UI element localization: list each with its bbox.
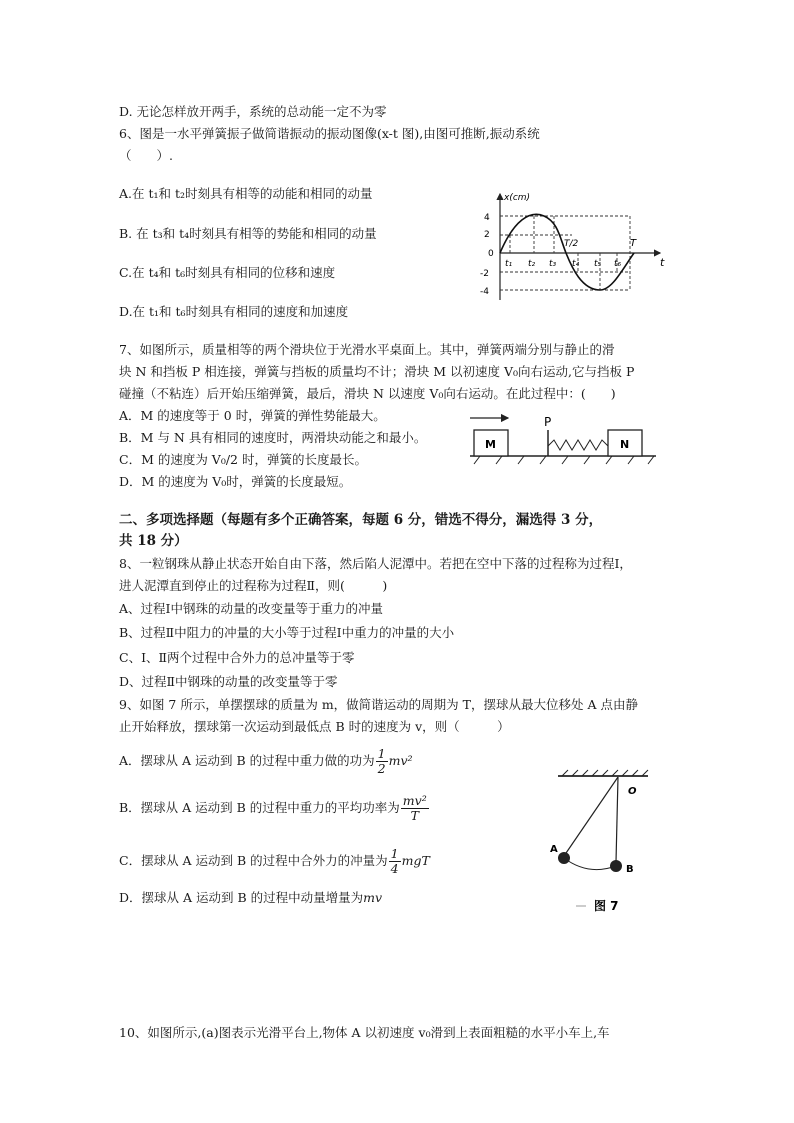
- q7-option-d: D．M 的速度为 V₀时，弹簧的长度最短。: [119, 474, 352, 489]
- q9-option-d: D．摆球从 A 运动到 B 的过程中动量增量为mv: [119, 890, 383, 905]
- figure-caption: 图 7: [594, 899, 619, 913]
- q7-option-b: B．M 与 N 具有相同的速度时，两滑块动能之和最小。: [119, 430, 427, 445]
- q9-option-b: B．摆球从 A 运动到 B 的过程中重力的平均功率为 $\frac{\text{mv²}}{T}$: [119, 793, 427, 823]
- q7-stem-1: 7、如图所示，质量相等的两个滑块位于光滑水平桌面上。其中，弹簧两端分别与静止的滑: [119, 342, 615, 357]
- ball-a: [558, 852, 570, 864]
- pivot-o-label: O: [628, 786, 637, 797]
- fraction-one-quarter: $\frac{1}{4}$: [390, 846, 399, 876]
- q8-stem-2: 进人泥潭直到停止的过程称为过程Ⅱ，则( ): [119, 578, 388, 593]
- ytick-m2: -2: [480, 269, 489, 279]
- q9-option-c: C．摆球从 A 运动到 B 的过程中合外力的冲量为 $\frac{1}{4}$ mgT: [119, 846, 430, 876]
- q7-option-c: C．M 的速度为 V₀/2 时，弹簧的长度最长。: [119, 452, 367, 467]
- period-label: T: [630, 238, 637, 249]
- t2-label: t₂: [528, 259, 536, 269]
- q7-option-a: A．M 的速度等于 0 时，弹簧的弹性势能最大。: [119, 408, 386, 423]
- q9-stem-2: 止开始释放，摆球第一次运动到最低点 B 时的速度为 v，则（ ）: [119, 719, 510, 734]
- fraction-mv2-over-t: $\frac{\text{mv²}}{T}$: [402, 793, 427, 823]
- xt-graph: [472, 188, 672, 310]
- q8-stem-1: 8、一粒钢珠从静止状态开始自由下落，然后陷人泥潭中。若把在空中下落的过程称为过程Ⅰ，: [119, 556, 632, 571]
- q8-option-d: D、过程Ⅱ中钢珠的动量的改变量等于零: [119, 674, 338, 689]
- block-n-label: N: [620, 438, 630, 451]
- q7-stem-2: 块 N 和挡板 P 相连接，弹簧与挡板的质量均不计；滑块 M 以初速度 V₀向右运动,它与挡板 P: [119, 364, 635, 379]
- half-period-label: T/2: [564, 239, 579, 249]
- ytick-m4: -4: [480, 287, 489, 297]
- expr-mgt: mgT: [401, 853, 430, 868]
- string-to-a: [564, 777, 618, 856]
- y-axis-label: x(cm): [504, 193, 531, 203]
- q8-option-b: B、过程Ⅱ中阻力的冲量的大小等于过程Ⅰ中重力的冲量的大小: [119, 625, 455, 640]
- ytick-0: 0: [488, 249, 494, 259]
- q6-option-b: B. 在 t₃和 t₄时刻具有相等的势能和相同的动量: [119, 226, 377, 241]
- q10-stem: 10、如图所示,(a)图表示光滑平台上,物体 A 以初速度 v₀滑到上表面粗糙的水平小车上,车: [119, 1025, 610, 1040]
- q6-option-a: A.在 t₁和 t₂时刻具有相等的动能和相同的动量: [119, 186, 373, 201]
- t4-label: t₄: [572, 259, 580, 269]
- ytick-4: 4: [484, 213, 490, 223]
- q8-option-a: A、过程Ⅰ中钢珠的动量的改变量等于重力的冲量: [119, 601, 383, 616]
- fraction-one-half: $\frac{1}{2}$: [377, 746, 386, 776]
- q9-option-a: A．摆球从 A 运动到 B 的过程中重力做的功为 $\frac{1}{2}$ mv²: [119, 746, 413, 776]
- expr-mv: mv: [363, 890, 383, 905]
- section2-heading-2: 共 18 分）: [119, 533, 188, 549]
- t6-label: t₆: [614, 259, 622, 269]
- q8-option-c: C、Ⅰ、Ⅱ两个过程中合外力的总冲量等于零: [119, 650, 355, 665]
- block-m-label: M: [485, 438, 496, 451]
- ytick-2: 2: [484, 230, 490, 240]
- string-to-b: [616, 777, 618, 862]
- point-a-label: A: [550, 844, 558, 855]
- swing-arc: [564, 858, 616, 870]
- x-axis-label: t: [660, 256, 665, 269]
- q7-stem-3: 碰撞（不粘连）后开始压缩弹簧，最后，滑块 N 以速度 V₀向右运动。在此过程中：( ): [119, 386, 616, 401]
- t1-label: t₁: [505, 259, 513, 269]
- t3-label: t₃: [549, 259, 557, 269]
- spring: [548, 440, 608, 450]
- point-b-label: B: [626, 864, 634, 875]
- q6-stem-end: （ ）.: [119, 148, 173, 163]
- pendulum-figure: [548, 768, 658, 918]
- q6-option-c: C.在 t₄和 t₆时刻具有相同的位移和速度: [119, 265, 336, 280]
- t5-label: t₅: [594, 259, 602, 269]
- expr-mv2: mv²: [388, 753, 413, 768]
- plate-p-label: P: [544, 415, 552, 429]
- q5-option-d: D. 无论怎样放开两手，系统的总动能一定不为零: [119, 104, 387, 119]
- section2-heading-1: 二、多项选择题（每题有多个正确答案，每题 6 分，错选不得分，漏选得 3 分，: [119, 512, 603, 528]
- q6-option-d: D.在 t₁和 t₆时刻具有相同的速度和加速度: [119, 304, 349, 319]
- q9-stem-1: 9、如图 7 所示，单摆摆球的质量为 m，做简谐运动的周期为 T，摆球从最大位移处 A 点由静: [119, 697, 638, 712]
- blocks-figure: [468, 408, 658, 468]
- ball-b: [610, 860, 622, 872]
- q6-stem: 6、图是一水平弹簧振子做简谐振动的振动图像(x-t 图),由图可推断,振动系统: [119, 126, 540, 141]
- sine-curve: [500, 214, 634, 290]
